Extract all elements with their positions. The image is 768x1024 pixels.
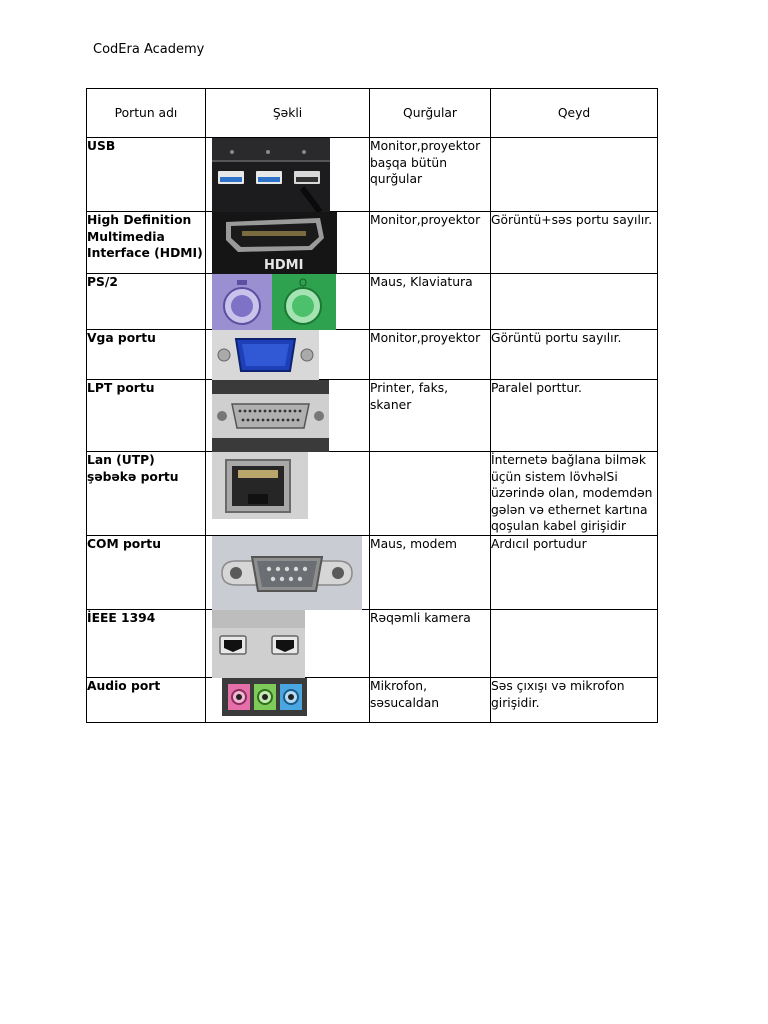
port-note [491, 610, 658, 678]
table-row-com [87, 536, 658, 610]
table-row-ieee1394 [87, 610, 658, 678]
usb-ports-icon [212, 138, 330, 212]
hdmi-image-label: HDMI [264, 258, 304, 273]
port-devices: Mikrofon, səsucaldan [370, 678, 491, 723]
port-devices: Maus, modem [370, 536, 491, 610]
lpt-port-icon [212, 380, 329, 452]
column-header-note: Qeyd [491, 89, 658, 138]
com-port-icon [212, 536, 362, 610]
port-image-cell [206, 380, 370, 452]
port-note: Görüntü portu sayılır. [491, 330, 658, 380]
port-note: Səs çıxışı və mikrofon girişidir. [491, 678, 658, 723]
port-image-cell [206, 452, 370, 536]
firewire-ports-icon [212, 610, 305, 678]
lan-port-icon [212, 452, 308, 519]
ps2-ports-icon [212, 274, 336, 330]
column-header-port-name: Portun adı [87, 89, 206, 138]
port-image-cell [206, 536, 370, 610]
port-note [491, 274, 658, 330]
port-image-cell [206, 610, 370, 678]
table-header-row [87, 89, 658, 138]
port-note: Paralel porttur. [491, 380, 658, 452]
port-devices: Monitor,proyektor başqa bütün qurğular [370, 138, 491, 212]
port-devices [370, 452, 491, 536]
port-image-cell [206, 678, 370, 723]
table-row-usb [87, 138, 658, 212]
port-name: COM portu [87, 536, 206, 610]
column-header-devices: Qurğular [370, 89, 491, 138]
table-row-lpt [87, 380, 658, 452]
table-row-hdmi [87, 212, 658, 274]
port-name: Audio port [87, 678, 206, 723]
port-name: Lan (UTP) şəbəkə portu [87, 452, 206, 536]
port-devices: Rəqəmli kamera [370, 610, 491, 678]
port-note: Görüntü+səs portu sayılır. [491, 212, 658, 274]
table-row-audio [87, 678, 658, 723]
port-note: Ardıcıl portudur [491, 536, 658, 610]
port-devices: Maus, Klaviatura [370, 274, 491, 330]
port-devices: Monitor,proyektor [370, 330, 491, 380]
port-devices: Monitor,proyektor [370, 212, 491, 274]
port-image-cell [206, 138, 370, 212]
port-note: İnternetə bağlana bilmək üçün sistem lövhəlSi üzərində olan, modemdən gələn və ethernet kartına qoşulan kabel girişidir [491, 452, 658, 536]
port-name: PS/2 [87, 274, 206, 330]
port-image-cell [206, 274, 370, 330]
table-row-ps2 [87, 274, 658, 330]
table-row-vga [87, 330, 658, 380]
column-header-image: Şəkli [206, 89, 370, 138]
ports-table [86, 88, 658, 723]
port-name: İEEE 1394 [87, 610, 206, 678]
table-row-lan [87, 452, 658, 536]
port-image-cell [206, 330, 370, 380]
port-devices: Printer, faks, skaner [370, 380, 491, 452]
port-name: USB [87, 138, 206, 212]
audio-jacks-icon [222, 678, 307, 716]
port-note [491, 138, 658, 212]
port-name: High Definition Multimedia Interface (HDMI) [87, 212, 206, 274]
hdmi-port-icon [212, 212, 337, 274]
port-image-cell [206, 212, 370, 274]
page-header: CodEra Academy [93, 42, 205, 57]
port-name: Vga portu [87, 330, 206, 380]
port-name: LPT portu [87, 380, 206, 452]
vga-port-icon [212, 330, 319, 380]
